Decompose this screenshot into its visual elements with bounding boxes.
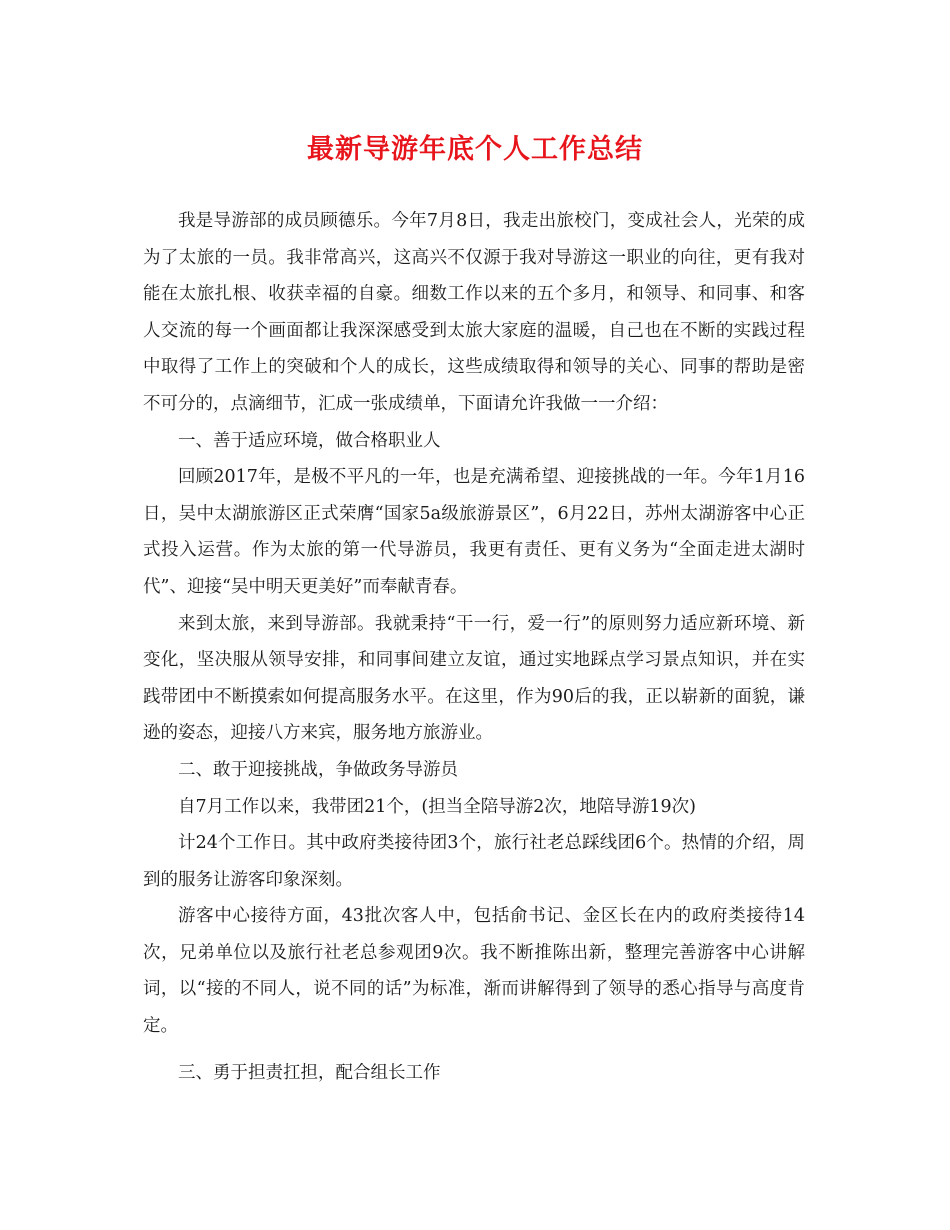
section-heading-3: 三、勇于担责扛担，配合组长工作: [178, 1062, 441, 1083]
paragraph-visitor-center: 游客中心接待方面，43批次客人中，包括俞书记、金区长在内的政府类接待14次，兄弟单位以及旅行社老总参观团9次。我不断推陈出新，整理完善游客中心讲解词，以“接的不同人，说不同的话”为标准，渐而讲解得到了领导的悉心指导与高度肯定。: [143, 906, 805, 1037]
section-heading-2: 二、敢于迎接挑战，争做政务导游员: [178, 759, 458, 780]
section-heading-1: 一、善于适应环境，做合格职业人: [178, 430, 441, 451]
section-spacer: [143, 1045, 805, 1055]
paragraph-intro: 我是导游部的成员顾德乐。今年7月8日，我走出旅校门，变成社会人，光荣的成为了太旅的一员。我非常高兴，这高兴不仅源于我对导游这一职业的向往，更有我对能在太旅扎根、收获幸福的自豪。细数工作以来的五个多月，和领导、和同事、和客人交流的每一个画面都让我深深感受到太旅大家庭的温暖，自己也在不断的实践过程中取得了工作上的突破和个人的成长，这些成绩取得和领导的关心、同事的帮助是密不可分的，点滴细节，汇成一张成绩单，下面请允许我做一一介绍：: [143, 211, 805, 414]
paragraph-review-2017: 回顾2017年，是极不平凡的一年，也是充满希望、迎接挑战的一年。今年1月16日，吴中太湖旅游区正式荣膺“国家5a级旅游景区”，6月22日，苏州太湖游客中心正式投入运营。作为太旅的第一代导游员，我更有责任、更有义务为“全面走进太湖时代”、迎接“吴中明天更美好”而奉献青春。: [143, 467, 805, 597]
paragraph-joining: 来到太旅，来到导游部。我就秉持“干一行，爱一行”的原则努力适应新环境、新变化，坚决服从领导安排，和同事间建立友谊，通过实地踩点学习景点知识，并在实践带团中不断摸索如何提高服务水平。在这里，作为90后的我，正以崭新的面貌，谦逊的姿态，迎接八方来宾，服务地方旅游业。: [143, 613, 805, 744]
document-body: [143, 203, 805, 1091]
paragraph-tour-count: 自7月工作以来，我带团21个，(担当全陪导游2次，地陪导游19次): [178, 796, 696, 817]
paragraph-work-days: 计24个工作日。其中政府类接待团3个，旅行社老总踩线团6个。热情的介绍，周到的服务让游客印象深刻。: [143, 833, 805, 890]
document-title: 最新导游年底个人工作总结: [307, 134, 643, 165]
